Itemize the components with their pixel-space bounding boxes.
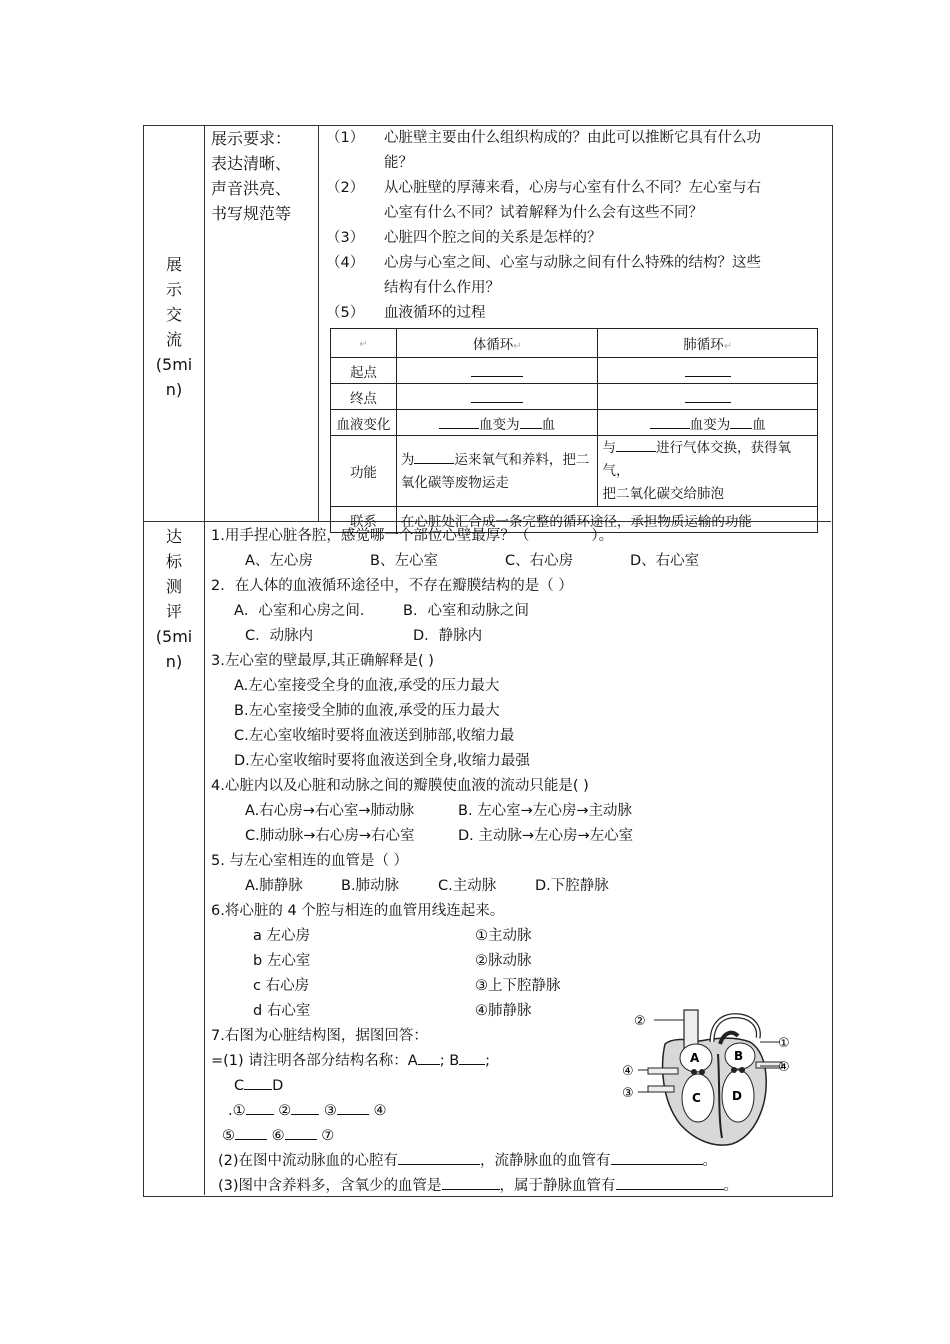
circulation-table	[330, 328, 818, 533]
question-number: （2）	[326, 180, 365, 196]
table-corner-cell: ↵	[331, 329, 397, 358]
q6-vessel[interactable]: ①主动脉	[475, 928, 532, 944]
q7-stem: 7.右图为心脏结构图，据图回答：	[211, 1028, 428, 1044]
systemic-blood-change[interactable]: 血变为 血	[396, 410, 598, 436]
q7-part1-nums1: .① ② ③ ④	[228, 1099, 386, 1124]
q5-option[interactable]: B.肺动脉	[341, 878, 400, 894]
answer-blank-6[interactable]	[285, 1124, 317, 1140]
diagram-label-2: ②	[634, 1014, 646, 1029]
question-number: （1）	[326, 130, 365, 146]
q3-option[interactable]: A.左心室接受全身的血液,承受的压力最大	[234, 678, 500, 694]
question-number: （4）	[326, 255, 365, 271]
q3-option[interactable]: B.左心室接受全肺的血液,承受的压力最大	[234, 703, 500, 719]
presentation-requirements: 展示要求： 表达清晰、 声音洪亮、 书写规范等	[211, 129, 292, 223]
row-label-connection: 联系	[331, 507, 397, 533]
systemic-end-blank[interactable]	[396, 384, 598, 410]
row-label-end: 终点	[331, 384, 397, 410]
answer-blank-5[interactable]	[235, 1124, 267, 1140]
answer-blank-2[interactable]	[291, 1099, 319, 1115]
systemic-start-blank[interactable]	[396, 358, 598, 384]
pulmonary-blood-change[interactable]: 血变为 血	[598, 410, 818, 436]
q5-stem: 5. 与左心室相连的血管是（ ）	[211, 853, 409, 869]
q5-option[interactable]: A.肺静脉	[245, 878, 303, 894]
answer-blank-nutrient-vessel[interactable]	[442, 1174, 500, 1190]
question-text: 心脏四个腔之间的关系是怎样的？	[384, 230, 602, 246]
row-label-function: 功能	[331, 436, 397, 507]
section1-label: 展 示 交 流 (5mi n)	[155, 255, 193, 399]
q2-option[interactable]: B．心室和动脉之间	[403, 603, 529, 619]
question-text: 结构有什么作用？	[384, 280, 500, 296]
q6-vessel[interactable]: ③上下腔静脉	[475, 978, 561, 994]
row-label-blood-change: 血液变化	[331, 410, 397, 436]
q6-chamber[interactable]: a 左心房	[253, 928, 310, 944]
section2-label: 达 标 测 评 (5mi n)	[155, 527, 193, 671]
q1-option[interactable]: D、右心室	[630, 553, 700, 569]
diagram-label-D: D	[732, 1089, 742, 1103]
answer-blank-3[interactable]	[337, 1099, 369, 1115]
diagram-label-B: B	[734, 1049, 744, 1063]
q6-vessel[interactable]: ④肺静脉	[475, 1003, 532, 1019]
q6-vessel[interactable]: ②脉动脉	[475, 953, 532, 969]
q7-part1-cd: C D	[234, 1074, 283, 1099]
q7-part2: (2)在图中流动脉血的心腔有 ，流静脉血的血管有 。	[218, 1149, 717, 1174]
q4-option[interactable]: A.右心房→右心室→肺动脉	[245, 803, 415, 819]
question-number: （5）	[326, 305, 365, 321]
pulmonary-start-blank[interactable]	[598, 358, 818, 384]
q6-chamber[interactable]: c 右心房	[253, 978, 310, 994]
q6-chamber[interactable]: d 右心室	[253, 1003, 311, 1019]
pulmonary-end-blank[interactable]	[598, 384, 818, 410]
q5-option[interactable]: C.主动脉	[438, 878, 497, 894]
q1-option[interactable]: B、左心室	[370, 553, 438, 569]
answer-blank-arterial-chambers[interactable]	[398, 1149, 480, 1165]
q7-part1: =(1) 请注明各部分结构名称：A ; B ;	[211, 1049, 490, 1074]
question-text: 心房与心室之间、心室与动脉之间有什么特殊的结构？这些	[384, 255, 761, 271]
q4-stem: 4.心脏内以及心脏和动脉之间的瓣膜使血液的流动只能是( )	[211, 778, 589, 794]
label-column-divider	[204, 125, 205, 1195]
diagram-label-C: C	[692, 1091, 701, 1105]
q7-part1-nums2: ⑤ ⑥ ⑦	[222, 1124, 334, 1149]
question-text: 血液循环的过程	[384, 305, 486, 321]
answer-blank-veins[interactable]	[616, 1174, 724, 1190]
header-systemic: 体循环↵	[396, 329, 598, 358]
q2-option[interactable]: C．动脉内	[245, 628, 314, 644]
systemic-function[interactable]: 为 运来氧气和养料，把二 氧化碳等废物运走	[396, 436, 598, 507]
diagram-label-1: ①	[778, 1036, 790, 1051]
q2-stem: 2．在人体的血液循环途径中，不存在瓣膜结构的是（ ）	[211, 578, 573, 594]
q7-part3: (3)图中含养料多，含氧少的血管是 ，属于静脉血管有 。	[218, 1174, 738, 1199]
q4-option[interactable]: D. 主动脉→左心房→左心室	[458, 828, 634, 844]
q3-option[interactable]: C.左心室收缩时要将血液送到肺部,收缩力最	[234, 728, 515, 744]
q2-option[interactable]: D．静脉内	[413, 628, 483, 644]
q1-option[interactable]: C、右心房	[505, 553, 574, 569]
question-text: 能？	[384, 155, 413, 171]
q6-chamber[interactable]: b 左心室	[253, 953, 311, 969]
q6-stem: 6.将心脏的 4 个腔与相连的血管用线连起来。	[211, 903, 505, 919]
q2-option[interactable]: A．心室和心房之间．	[234, 603, 375, 619]
q3-option[interactable]: D.左心室收缩时要将血液送到全身,收缩力最强	[234, 753, 530, 769]
question-text: 心室有什么不同？试着解释为什么会有这些不同？	[384, 205, 703, 221]
diagram-label-4-left: ④	[622, 1064, 634, 1079]
question-text: 心脏壁主要由什么组织构成的？由此可以推断它具有什么功	[384, 130, 761, 146]
q1-option[interactable]: A、左心房	[245, 553, 313, 569]
answer-blank-C[interactable]	[244, 1074, 272, 1090]
question-text: 从心脏壁的厚薄来看，心房与心室有什么不同？左心室与右	[384, 180, 761, 196]
header-pulmonary: 肺循环↵	[598, 329, 818, 358]
requirement-column-divider	[318, 125, 319, 521]
q4-option[interactable]: C.肺动脉→右心房→右心室	[245, 828, 415, 844]
q5-option[interactable]: D.下腔静脉	[535, 878, 609, 894]
row-label-start: 起点	[331, 358, 397, 384]
diagram-label-4-right: ④	[778, 1060, 790, 1075]
diagram-label-3: ③	[622, 1086, 634, 1101]
answer-blank-B[interactable]	[459, 1049, 485, 1065]
diagram-label-A: A	[690, 1051, 700, 1065]
question-number: （3）	[326, 230, 365, 246]
heart-structure-diagram	[620, 1006, 800, 1154]
pulmonary-function[interactable]: 与 进行气体交换，获得氧气， 把二氧化碳交给肺泡	[598, 436, 818, 507]
q1-stem: 1.用手捏心脏各腔，感觉哪一个部位心壁最厚？（ ）。	[211, 528, 614, 544]
q4-option[interactable]: B. 左心室→左心房→主动脉	[458, 803, 632, 819]
connection-text: 在心脏处汇合成一条完整的循环途径，承担物质运输的功能	[396, 507, 817, 533]
answer-blank-1[interactable]	[246, 1099, 274, 1115]
q3-stem: 3.左心室的壁最厚,其正确解释是( )	[211, 653, 434, 669]
answer-blank-A[interactable]	[418, 1049, 440, 1065]
